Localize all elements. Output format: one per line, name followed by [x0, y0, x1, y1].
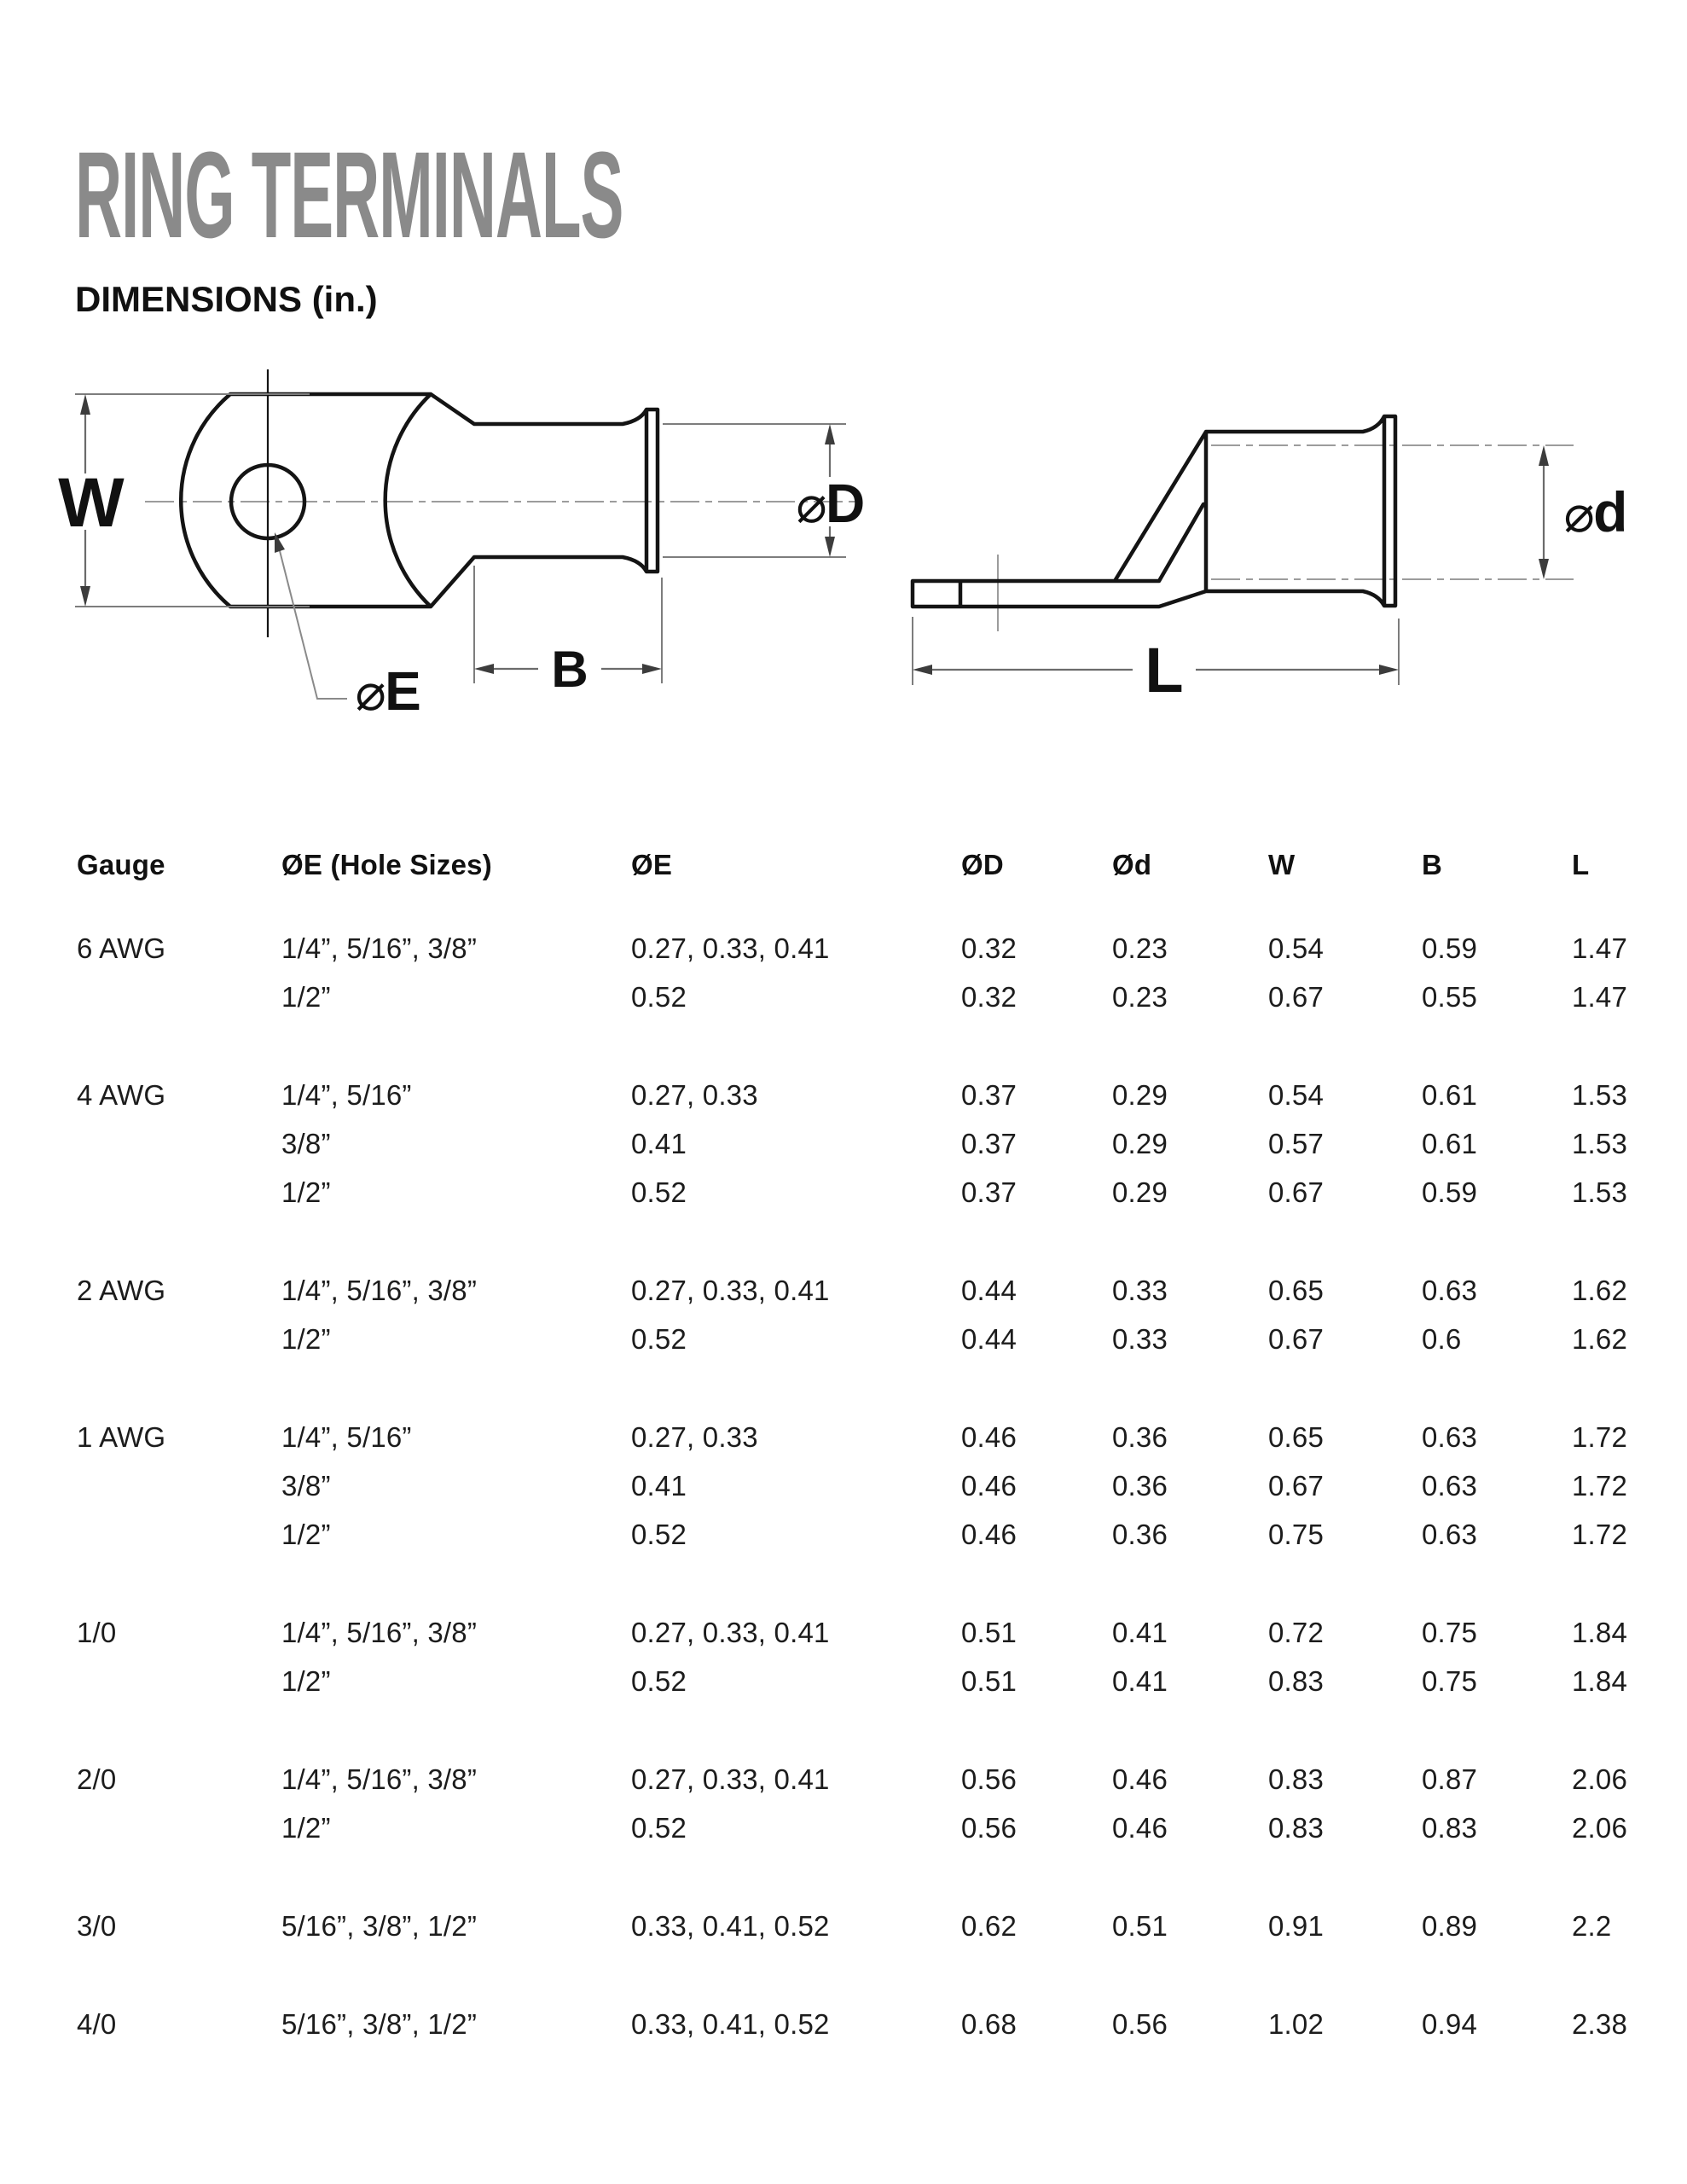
table-row	[77, 1266, 1672, 1315]
w-label: W	[58, 464, 125, 542]
hole-diameter-label: ⌀E	[354, 660, 421, 722]
value-cell: 0.36	[1112, 1518, 1168, 1550]
value-cell: 0.55	[1422, 980, 1478, 1013]
column-header: ØE	[631, 849, 673, 880]
value-cell: 0.75	[1422, 1664, 1478, 1697]
gauge-group	[77, 1902, 1672, 1950]
table-row	[77, 1315, 1672, 1363]
value-cell: 0.46	[961, 1469, 1017, 1502]
value-cell: 0.65	[1268, 1420, 1325, 1453]
value-cell: 0.41	[631, 1469, 687, 1502]
w-dimension	[58, 394, 310, 607]
table-row	[77, 1413, 1672, 1461]
gauge-group	[77, 1608, 1672, 1705]
arrow-down-icon	[825, 537, 835, 557]
column-header: L	[1572, 849, 1590, 880]
value-cell: 0.63	[1422, 1469, 1478, 1502]
value-cell: 0.33	[1112, 1322, 1168, 1355]
value-cell: 1.72	[1572, 1469, 1628, 1502]
gauge-cell: 1/0	[77, 1616, 117, 1648]
column-header: ØD	[961, 849, 1004, 880]
value-cell: 0.27, 0.33, 0.41	[631, 1274, 830, 1306]
table-row	[77, 1902, 1672, 1950]
value-cell: 1/4”, 5/16”, 3/8”	[281, 1763, 478, 1795]
value-cell: 5/16”, 3/8”, 1/2”	[281, 2007, 478, 2040]
value-cell: 0.52	[631, 980, 687, 1013]
value-cell: 1/2”	[281, 1518, 331, 1550]
value-cell: 0.57	[1268, 1127, 1325, 1159]
value-cell: 0.32	[961, 980, 1017, 1013]
inner-diameter-dimension	[1539, 445, 1627, 579]
arrow-right-icon	[1379, 665, 1399, 675]
value-cell: 0.63	[1422, 1420, 1478, 1453]
value-cell: 1.62	[1572, 1274, 1628, 1306]
value-cell: 0.54	[1268, 932, 1325, 964]
value-cell: 0.83	[1422, 1811, 1478, 1844]
value-cell: 0.56	[961, 1763, 1017, 1795]
value-cell: 1/4”, 5/16”	[281, 1078, 412, 1111]
table-row	[77, 1119, 1672, 1168]
value-cell: 0.61	[1422, 1127, 1478, 1159]
value-cell: 2.38	[1572, 2007, 1628, 2040]
value-cell: 0.52	[631, 1518, 687, 1550]
value-cell: 0.52	[631, 1322, 687, 1355]
value-cell: 0.37	[961, 1078, 1017, 1111]
value-cell: 0.61	[1422, 1078, 1478, 1111]
value-cell: 0.41	[1112, 1664, 1168, 1697]
value-cell: 0.36	[1112, 1469, 1168, 1502]
table-row	[77, 2000, 1672, 2048]
value-cell: 0.68	[961, 2007, 1017, 2040]
value-cell: 0.27, 0.33, 0.41	[631, 932, 830, 964]
value-cell: 0.36	[1112, 1420, 1168, 1453]
value-cell: 0.63	[1422, 1274, 1478, 1306]
arrow-down-icon	[80, 586, 90, 607]
table-row	[77, 1168, 1672, 1217]
value-cell: 0.37	[961, 1127, 1017, 1159]
value-cell: 0.56	[1112, 2007, 1168, 2040]
dimensions-table	[77, 849, 1672, 2048]
table-row	[77, 1657, 1672, 1705]
column-header: B	[1422, 849, 1443, 880]
value-cell: 0.46	[961, 1518, 1017, 1550]
value-cell: 3/8”	[281, 1127, 331, 1159]
value-cell: 0.67	[1268, 1469, 1325, 1502]
arrow-left-icon	[913, 665, 932, 675]
value-cell: 1.47	[1572, 932, 1628, 964]
table-header-row	[77, 849, 1672, 881]
value-cell: 0.67	[1268, 1322, 1325, 1355]
value-cell: 0.33, 0.41, 0.52	[631, 2007, 830, 2040]
value-cell: 0.44	[961, 1322, 1017, 1355]
column-header: W	[1268, 849, 1296, 880]
value-cell: 0.94	[1422, 2007, 1478, 2040]
gauge-group	[77, 924, 1672, 1021]
value-cell: 3/8”	[281, 1469, 331, 1502]
outer-diameter-label: ⌀D	[794, 473, 866, 534]
value-cell: 0.41	[631, 1127, 687, 1159]
value-cell: 0.51	[1112, 1909, 1168, 1942]
table-row	[77, 1804, 1672, 1852]
gauge-cell: 2/0	[77, 1763, 117, 1795]
value-cell: 0.29	[1112, 1078, 1168, 1111]
value-cell: 0.91	[1268, 1909, 1325, 1942]
value-cell: 0.41	[1112, 1616, 1168, 1648]
value-cell: 0.32	[961, 932, 1017, 964]
value-cell: 1.72	[1572, 1420, 1628, 1453]
value-cell: 0.52	[631, 1811, 687, 1844]
value-cell: 0.46	[961, 1420, 1017, 1453]
table-body	[77, 924, 1672, 2048]
value-cell: 1.53	[1572, 1127, 1628, 1159]
barrel-length-dimension	[474, 566, 662, 698]
value-cell: 0.62	[961, 1909, 1017, 1942]
value-cell: 2.06	[1572, 1763, 1628, 1795]
arrow-up-icon	[80, 394, 90, 415]
value-cell: 1/2”	[281, 1322, 331, 1355]
overall-length-dimension	[913, 617, 1399, 706]
value-cell: 0.59	[1422, 932, 1478, 964]
table-row	[77, 1461, 1672, 1510]
value-cell: 1.02	[1268, 2007, 1325, 2040]
value-cell: 0.83	[1268, 1811, 1325, 1844]
table-row	[77, 1510, 1672, 1559]
value-cell: 0.63	[1422, 1518, 1478, 1550]
value-cell: 1.62	[1572, 1322, 1628, 1355]
value-cell: 1.84	[1572, 1664, 1628, 1697]
value-cell: 1/4”, 5/16”, 3/8”	[281, 1616, 478, 1648]
gauge-cell: 1 AWG	[77, 1420, 166, 1453]
value-cell: 0.54	[1268, 1078, 1325, 1111]
table-row	[77, 924, 1672, 973]
value-cell: 1/2”	[281, 980, 331, 1013]
value-cell: 0.33	[1112, 1274, 1168, 1306]
value-cell: 0.87	[1422, 1763, 1478, 1795]
gauge-cell: 2 AWG	[77, 1274, 166, 1306]
gauge-cell: 6 AWG	[77, 932, 166, 964]
gauge-group	[77, 2000, 1672, 2048]
value-cell: 0.59	[1422, 1176, 1478, 1208]
value-cell: 0.27, 0.33, 0.41	[631, 1763, 830, 1795]
value-cell: 0.52	[631, 1664, 687, 1697]
value-cell: 0.67	[1268, 980, 1325, 1013]
value-cell: 0.75	[1268, 1518, 1325, 1550]
value-cell: 0.56	[961, 1811, 1017, 1844]
table-row	[77, 1608, 1672, 1657]
value-cell: 1.84	[1572, 1616, 1628, 1648]
value-cell: 0.83	[1268, 1664, 1325, 1697]
value-cell: 5/16”, 3/8”, 1/2”	[281, 1909, 478, 1942]
value-cell: 1/4”, 5/16”, 3/8”	[281, 1274, 478, 1306]
gauge-group	[77, 1071, 1672, 1217]
arrow-up-icon	[825, 424, 835, 444]
value-cell: 0.67	[1268, 1176, 1325, 1208]
table-row	[77, 1071, 1672, 1119]
value-cell: 0.65	[1268, 1274, 1325, 1306]
table-row	[77, 973, 1672, 1021]
value-cell: 1.53	[1572, 1176, 1628, 1208]
value-cell: 2.06	[1572, 1811, 1628, 1844]
arrow-left-icon	[474, 664, 494, 674]
arrow-right-icon	[642, 664, 662, 674]
value-cell: 1/2”	[281, 1176, 331, 1208]
gauge-cell: 4 AWG	[77, 1078, 166, 1111]
value-cell: 1.47	[1572, 980, 1628, 1013]
value-cell: 0.29	[1112, 1176, 1168, 1208]
value-cell: 1/2”	[281, 1664, 331, 1697]
value-cell: 0.23	[1112, 980, 1168, 1013]
value-cell: 0.83	[1268, 1763, 1325, 1795]
value-cell: 0.29	[1112, 1127, 1168, 1159]
value-cell: 0.23	[1112, 932, 1168, 964]
inner-diameter-label: ⌀d	[1562, 480, 1628, 543]
value-cell: 0.37	[961, 1176, 1017, 1208]
l-label: L	[1145, 635, 1184, 706]
value-cell: 0.72	[1268, 1616, 1325, 1648]
value-cell: 1/4”, 5/16”	[281, 1420, 412, 1453]
gauge-cell: 3/0	[77, 1909, 117, 1942]
value-cell: 0.75	[1422, 1616, 1478, 1648]
gauge-group	[77, 1413, 1672, 1559]
outer-diameter-dimension	[663, 424, 865, 557]
value-cell: 1/2”	[281, 1811, 331, 1844]
value-cell: 0.51	[961, 1616, 1017, 1648]
section-heading: DIMENSIONS (in.)	[75, 279, 378, 319]
value-cell: 0.46	[1112, 1763, 1168, 1795]
column-header: Ød	[1112, 849, 1152, 880]
value-cell: 0.46	[1112, 1811, 1168, 1844]
b-label: B	[551, 641, 588, 698]
value-cell: 1/4”, 5/16”, 3/8”	[281, 932, 478, 964]
page-title: RING TERMINALS	[75, 126, 623, 264]
terminal-outline	[181, 394, 658, 607]
value-cell: 0.44	[961, 1274, 1017, 1306]
value-cell: 2.2	[1572, 1909, 1612, 1942]
value-cell: 0.52	[631, 1176, 687, 1208]
gauge-group	[77, 1755, 1672, 1852]
top-view-diagram	[58, 363, 866, 729]
gauge-cell: 4/0	[77, 2007, 117, 2040]
value-cell: 0.6	[1422, 1322, 1462, 1355]
side-view-diagram	[887, 363, 1672, 729]
table-row	[77, 1755, 1672, 1804]
gauge-group	[77, 1266, 1672, 1363]
arrow-down-icon	[1539, 559, 1549, 579]
value-cell: 0.51	[961, 1664, 1017, 1697]
value-cell: 0.89	[1422, 1909, 1478, 1942]
value-cell: 1.53	[1572, 1078, 1628, 1111]
column-header: ØE (Hole Sizes)	[281, 849, 492, 880]
value-cell: 0.27, 0.33, 0.41	[631, 1616, 830, 1648]
arrow-up-icon	[1539, 445, 1549, 466]
value-cell: 0.27, 0.33	[631, 1078, 758, 1111]
value-cell: 0.27, 0.33	[631, 1420, 758, 1453]
column-header: Gauge	[77, 849, 165, 880]
value-cell: 0.33, 0.41, 0.52	[631, 1909, 830, 1942]
value-cell: 1.72	[1572, 1518, 1628, 1550]
